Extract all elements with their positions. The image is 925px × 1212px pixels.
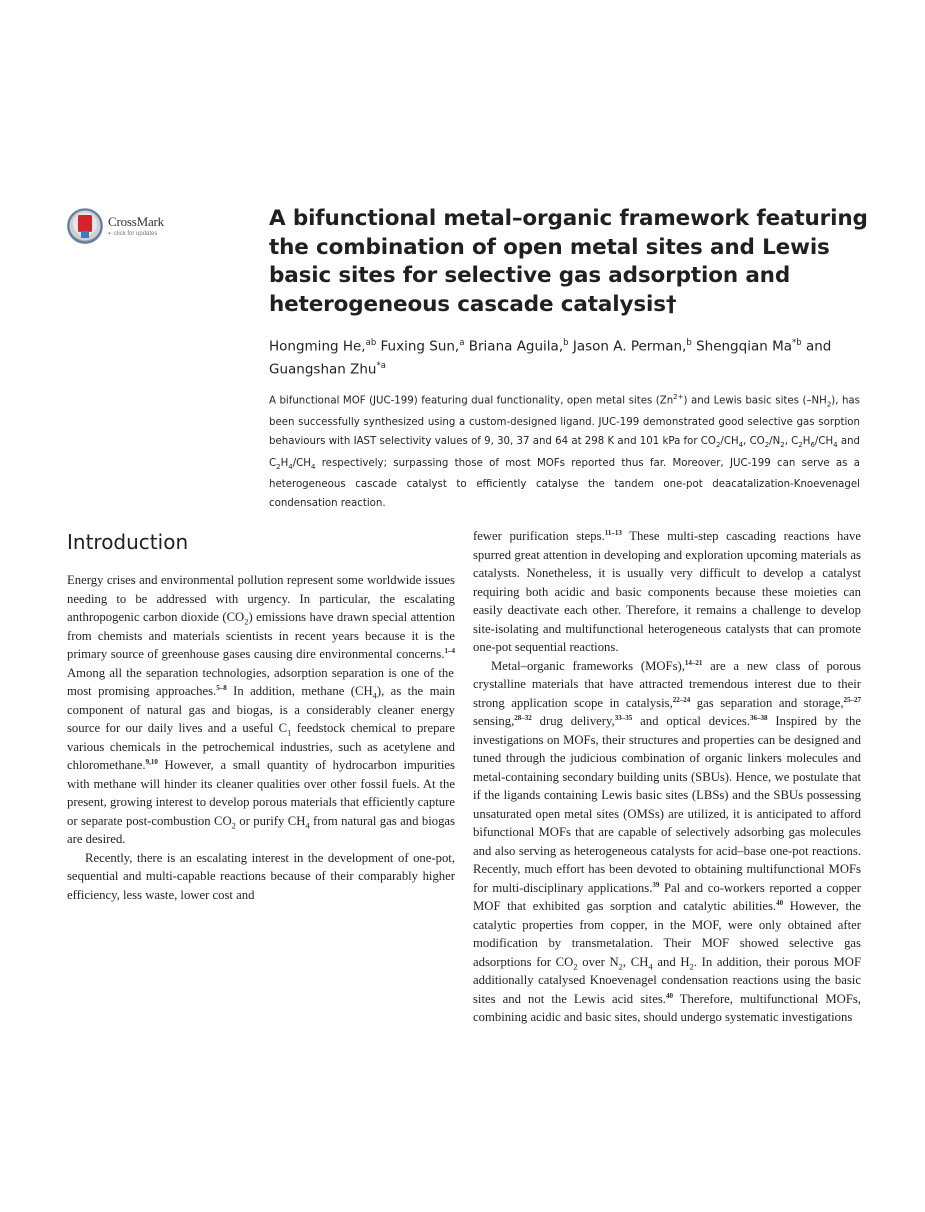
text-span: sensing, (473, 714, 515, 728)
subscript: 2 (715, 440, 721, 449)
text-span: ), has been successfully synthesized using a custom-designed ligand. JUC-199 demonstrated good selective gas sorption behaviours with IAST selectivity values of 9, 30, 37 and 64 at 298 K and 101 kPa for CO (269, 395, 860, 447)
subscript: 1 (287, 727, 292, 738)
citation: 5–8 (216, 683, 227, 692)
citation: 22–24 (672, 695, 691, 704)
article-title: A bifunctional metal–organic framework featuring the combination of open metal sites and Lewis basic sites for selective gas adsorption and heterogeneous cascade catalysis† (269, 206, 868, 317)
subscript: 2 (231, 820, 236, 831)
subscript: 2 (689, 961, 694, 972)
subscript: 2 (780, 440, 785, 449)
citation: 36–38 (750, 713, 768, 722)
subscript: 2 (618, 961, 623, 972)
section-heading: Introduction (67, 530, 189, 554)
text-span: feedstock chemical to prepare various chemicals in the petrochemical industries, such as acetylene and chloromethane. (67, 721, 455, 772)
crossmark-badge[interactable] (67, 206, 187, 248)
author-list (269, 334, 869, 379)
subscript: 2 (764, 440, 770, 449)
author-affiliation: b (686, 338, 692, 348)
citation: 25–27 (843, 695, 861, 704)
citation: 11–13 (604, 528, 622, 537)
subscript: 2 (573, 961, 578, 972)
text-span: and C (269, 435, 860, 469)
author: Jason A. Perman, (568, 338, 687, 355)
text-span: However, the catalytic properties from copper, in the MOF, were only obtained after modification by transmetalation. Their MOF showed selective gas adsorptions for CO (473, 899, 861, 969)
subscript: 2 (826, 400, 832, 409)
text-span: A bifunctional MOF (JUC-199) featuring dual functionality, open metal sites (Zn (269, 395, 674, 407)
crossmark-label: CrossMark (108, 214, 164, 229)
text-span: or purify CH (235, 813, 306, 828)
text-span: and optical devices. (632, 714, 751, 728)
subscript: 2 (276, 462, 281, 471)
crossmark-subtitle-text: click for updates (114, 231, 158, 237)
paragraph (67, 571, 455, 849)
text-span: Pal and co-workers reported a copper MOF that exhibited gas sorption and catalytic abilities. (473, 880, 861, 913)
text-span: H (280, 457, 289, 469)
author: Shengqian Ma (691, 338, 792, 355)
paragraph (473, 657, 861, 1027)
text-span: , CO (743, 435, 765, 447)
author: and Guangshan Zhu (269, 338, 832, 377)
text-span: Energy crises and environmental pollution represent some worldwide issues needing to be addressed with urgency. In particular, the escalating anthropogenic carbon dioxide (CO (67, 573, 455, 624)
text-span: respectively; surpassing those of most MOFs reported thus far. Moreover, JUC-199 can serve as a heterogeneous cascade catalyst to efficiently catalyse the tandem one-pot deacatalization-Knoevenagel condensation reaction. (269, 457, 860, 509)
citation: 39 (652, 880, 660, 889)
text-span: ), as the main component of natural gas and biogas, is a considerably cleaner energy source for our daily lives and a useful C (67, 684, 455, 735)
citation: 33–35 (614, 713, 633, 722)
crossmark-subtitle (108, 230, 157, 237)
subscript: 2 (244, 616, 249, 627)
text-span: ) emissions have drawn special attention from chemists and materials scientists in recent years because it is the primary source of greenhouse gases causing dire environmental concerns. (67, 610, 455, 661)
text-span: In addition, methane (CH (226, 684, 373, 698)
paragraph-text: Recently, there is an escalating interest in the development of one-pot, sequential and multi-capable reactions because of their comparably higher efficiency, less waste, lower cost and (67, 850, 455, 902)
citation: 9,10 (145, 757, 158, 766)
text-span: /CH (720, 435, 739, 447)
subscript: 6 (810, 440, 815, 449)
subscript: 4 (738, 440, 744, 449)
text-span: However, a small quantity of hydrocarbon impurities with methane will hinder its cleaner qualities over other fossil fuels. At the present, growing interest to develop porous materials that efficiently capture or separate post-combustion CO (67, 758, 455, 828)
text-span: and H (652, 954, 690, 969)
text-span: , C (784, 435, 799, 447)
subscript: 4 (833, 440, 838, 449)
paragraph (473, 527, 861, 657)
text-span: over N (577, 954, 619, 969)
author: Hongming He, (269, 338, 366, 355)
text-span: /N (769, 435, 781, 447)
citation: 28–32 (514, 713, 532, 722)
subscript: 4 (372, 690, 377, 701)
citation: 40 (776, 898, 784, 907)
author-affiliation: ab (365, 338, 377, 348)
subscript: 4 (648, 961, 653, 972)
text-span: Among all the separation technologies, adsorption separation is one of the most promising approaches. (67, 665, 454, 698)
text-span: Therefore, multifunctional MOFs, combining acidic and basic sites, should undergo systematic investigations (473, 991, 861, 1024)
author: Briana Aguila, (464, 338, 564, 355)
text-span: /CH (292, 457, 311, 469)
subscript: 2 (798, 440, 803, 449)
text-span: ) and Lewis basic sites (–NH (683, 395, 827, 407)
author-affiliation: a (459, 338, 465, 348)
paragraph (67, 849, 455, 905)
text-span: drug delivery, (531, 714, 615, 728)
citation: 14–21 (684, 658, 703, 667)
right-column (473, 527, 861, 1027)
author-affiliation: *b (792, 338, 802, 348)
author: Fuxing Sun, (376, 338, 460, 355)
author-affiliation: *a (376, 360, 386, 371)
abstract (269, 388, 860, 514)
subscript: 4 (288, 462, 293, 471)
text-span: , CH (622, 954, 649, 969)
subscript: 4 (305, 820, 310, 831)
text-span: are a new class of porous crystalline materials that have attracted tremendous interest due to their strong application scope in catalysis, (473, 658, 861, 710)
left-column (67, 527, 455, 904)
paragraph-text: fewer purification steps. (473, 529, 605, 543)
text-span: Metal–organic frameworks (MOFs), (491, 658, 685, 673)
subscript: 4 (310, 462, 316, 471)
arrow-icon: ⇠ (108, 231, 114, 237)
paragraph-text: These multi-step cascading reactions have spurred great attention in developing and exploration upcoming materials as catalysts. Nonetheless, it is usually very difficult to develop a catalyst requiring both acidic and basic components because these moieties can easily deactivate each other. Therefore, it remains a challenge to develop site-isolating and multifunctional heterogeneous catalysts that can promote one-pot sequential reactions. (473, 529, 861, 654)
text-span: /CH (814, 435, 834, 447)
text-span: Inspired by the investigations on MOFs, their structures and properties can be designed and tuned through the judicious combination of organic linkers molecules and metal-containing secondary building units (SBUs). Hence, we postulate that if the ligands containing Lewis basic sites (LBSs) and the SBUs possessing unsaturated open metal sites (OMSs) are utilized, it is anticipated to afford bifunctional MOFs that are capable of selectively adsorbing gas molecules and also serving as heterogeneous catalysts for acid–base one-pot reactions. Recently, much effort has been devoted to obtaining multifunctional MOFs for multi-disciplinary applications. (473, 714, 861, 895)
crossmark-icon (67, 208, 103, 244)
text-span: . In addition, their porous MOF additionally catalysed Knoevenagel condensation reactions using the basic sites and not the Lewis acid sites. (473, 954, 862, 1006)
citation: 40 (665, 991, 673, 1000)
text-span: H (802, 435, 811, 447)
text-span: gas separation and storage, (690, 695, 844, 710)
citation: 1–4 (444, 646, 455, 655)
text-span: from natural gas and biogas are desired. (67, 813, 455, 846)
superscript: 2+ (673, 393, 684, 401)
author-affiliation: b (563, 338, 569, 348)
